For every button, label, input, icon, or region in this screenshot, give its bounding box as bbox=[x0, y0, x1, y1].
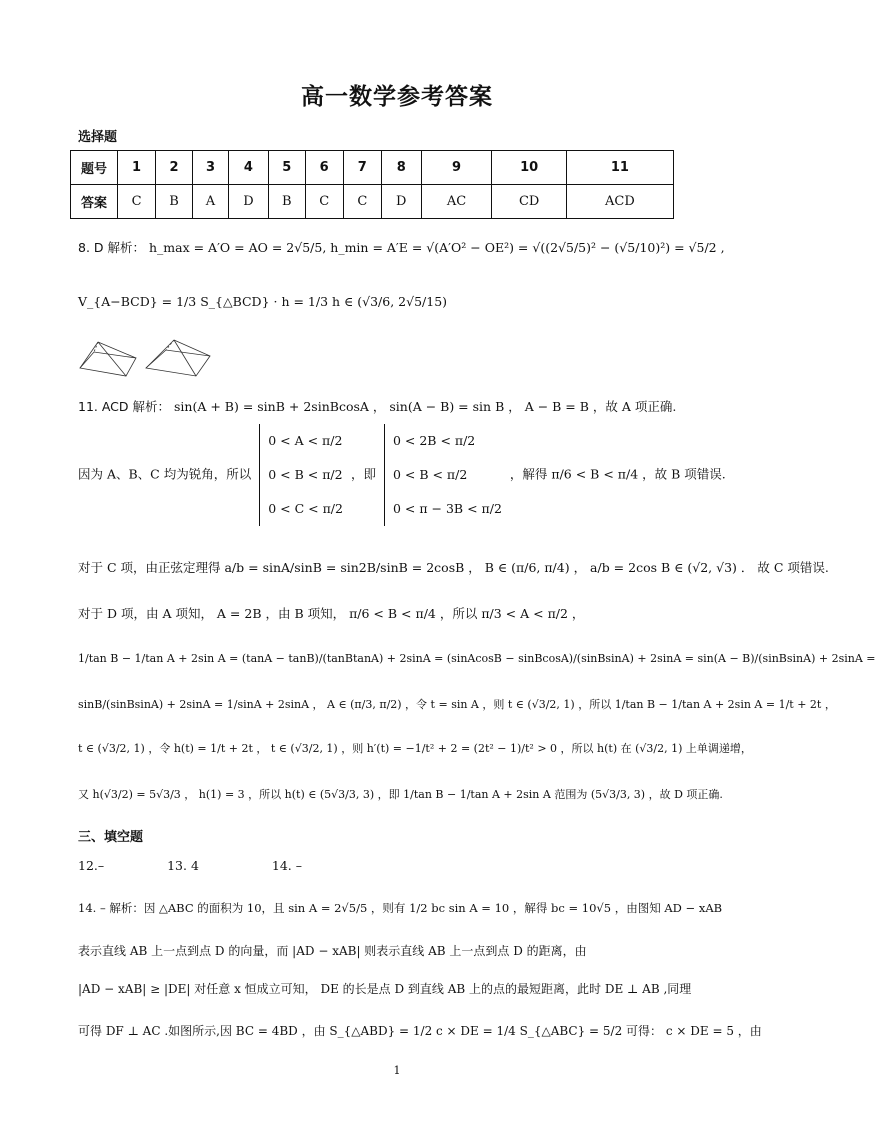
answer-cell: B bbox=[156, 185, 193, 219]
q8-line-1 bbox=[78, 238, 725, 256]
q11-label: 11. ACD 解析： bbox=[78, 399, 171, 414]
diagram-base-right bbox=[146, 350, 210, 376]
q11-line-8: 又 h(√3/2) = 5√3/3 ， h(1) = 3 ，所以 h(t) ∈ (5√3/3, 3) ，即 1/tan B − 1/tan A + 2sin A 范围为 (5√3/3, 3) ，故 D 项正确. bbox=[78, 788, 723, 801]
question-number: 10 bbox=[492, 151, 566, 185]
page-number: 1 bbox=[393, 1064, 401, 1077]
question-number: 4 bbox=[229, 151, 269, 185]
tetrahedron-diagram bbox=[76, 338, 226, 380]
system-row: 0 < A < π/2 bbox=[268, 433, 343, 448]
answer-cell: AC bbox=[421, 185, 492, 219]
answer-table-number-row bbox=[71, 151, 674, 185]
fill-answer-14: 14. – bbox=[271, 858, 302, 873]
q11-line-1 bbox=[78, 397, 676, 415]
q14-line-4: 可得 DF ⊥ AC .如图所示,因 BC = 4BD ，由 S_{△ABD} = 1/2 c × DE = 1/4 S_{△ABC} = 5/2 可得： c × DE = 5 ，由 bbox=[78, 1024, 762, 1038]
system-row: 0 < π − 3B < π/2 bbox=[392, 501, 502, 516]
question-number: 11 bbox=[566, 151, 673, 185]
answer-cell: D bbox=[381, 185, 421, 219]
section-fill-heading: 三、填空题 bbox=[78, 830, 144, 845]
fill-answer-12: 12.– bbox=[78, 858, 105, 873]
question-number: 8 bbox=[381, 151, 421, 185]
row-label-answer: 答案 bbox=[71, 185, 118, 219]
q8-formula-1: h_max = A′O = AO = 2√5/5, h_min = A′E = √(A′O² − OE²) = √((2√5/5)² − (√5/10)²) = √5/2 , bbox=[148, 240, 725, 255]
system-row: 0 < 2B < π/2 bbox=[392, 433, 476, 448]
q11-line-2 bbox=[78, 424, 726, 526]
q11-text-1: sin(A + B) = sinB + 2sinBcosA ， sin(A − B) = sin B ， A − B = B ，故 A 项正确. bbox=[174, 399, 677, 414]
system-row: 0 < B < π/2 bbox=[268, 467, 343, 482]
q8-label: 8. D 解析： bbox=[78, 240, 145, 255]
page-title: 高一数学参考答案 bbox=[301, 84, 493, 110]
row-label-number: 题号 bbox=[71, 151, 118, 185]
answer-cell: C bbox=[118, 185, 156, 219]
question-number: 5 bbox=[268, 151, 305, 185]
answer-table bbox=[70, 150, 674, 219]
q14-line-3: |AD − xAB| ≥ |DE| 对任意 x 恒成立可知， DE 的长是点 D 到直线 AB 上的点的最短距离，此时 DE ⊥ AB ,同理 bbox=[78, 982, 692, 996]
q11-line-5: 1/tan B − 1/tan A + 2sin A = (tanA − tanB)/(tanBtanA) + 2sinA = (sinAcosB − sinBcosA)/(sinBsinA) + 2sinA = sin(A − B)/(sinBsinA) + 2sinA = bbox=[78, 652, 875, 665]
answer-cell: D bbox=[229, 185, 269, 219]
q14-line-1: 14. – 解析：因 △ABC 的面积为 10，且 sin A = 2√5/5 ，则有 1/2 bc sin A = 10 ，解得 bc = 10√5 ，由图知 AD − xAB bbox=[78, 901, 723, 915]
question-number: 6 bbox=[305, 151, 343, 185]
answer-cell: C bbox=[343, 185, 381, 219]
system-row: 0 < C < π/2 bbox=[268, 501, 343, 516]
q11-line-7: t ∈ (√3/2, 1) ，令 h(t) = 1/t + 2t ， t ∈ (√3/2, 1) ，则 h′(t) = −1/t² + 2 = (2t² − 1)/t² > 0 ，所以 h(t) 在 (√3/2, 1) 上单调递增， bbox=[78, 742, 752, 755]
q11-line-3: 对于 C 项，由正弦定理得 a/b = sinA/sinB = sin2B/sinB = 2cosB ， B ∈ (π/6, π/4) ， a/b = 2cos B ∈ (√2, √3) ． 故 C 项错误. bbox=[78, 560, 829, 575]
question-number: 3 bbox=[192, 151, 228, 185]
q8-line-2: V_{A−BCD} = 1/3 S_{△BCD} · h = 1/3 h ∈ (√3/6, 2√5/15) bbox=[78, 294, 448, 309]
q14-line-2: 表示直线 AB 上一点到点 D 的向量，而 |AD − xAB| 则表示直线 AB 上一点到点 D 的距离，由 bbox=[78, 944, 587, 958]
answer-cell: B bbox=[268, 185, 305, 219]
q11-text-2-pre: 因为 A、B、C 均为锐角，所以 bbox=[78, 466, 252, 482]
answer-table-answer-row bbox=[71, 185, 674, 219]
q11-line-6: sinB/(sinBsinA) + 2sinA = 1/sinA + 2sinA ， A ∈ (π/3, π/2) ，令 t = sin A ，则 t ∈ (√3/2, 1) ，所以 1/tan B − 1/tan A + 2sin A = 1/t + 2t ， bbox=[78, 698, 836, 711]
q11-text-2-mid: ，即 bbox=[350, 466, 376, 482]
system-row: 0 < B < π/2 bbox=[392, 467, 468, 482]
q11-line-4: 对于 D 项，由 A 项知， A = 2B ，由 B 项知， π/6 < B < π/4 ，所以 π/3 < A < π/2 ， bbox=[78, 606, 585, 621]
question-number: 1 bbox=[118, 151, 156, 185]
section-choice-heading: 选择题 bbox=[78, 130, 118, 145]
inequality-system-2 bbox=[384, 424, 502, 526]
question-number: 2 bbox=[156, 151, 193, 185]
answer-cell: CD bbox=[492, 185, 566, 219]
answer-cell: A bbox=[192, 185, 228, 219]
fill-answer-13: 13. 4 bbox=[167, 858, 199, 873]
fill-answers-line bbox=[78, 858, 302, 873]
question-number: 7 bbox=[343, 151, 381, 185]
question-number: 9 bbox=[421, 151, 492, 185]
q11-text-2-post: ，解得 π/6 < B < π/4 ，故 B 项错误. bbox=[509, 466, 726, 482]
inequality-system-1 bbox=[259, 424, 343, 526]
answer-cell: ACD bbox=[566, 185, 673, 219]
answer-cell: C bbox=[305, 185, 343, 219]
